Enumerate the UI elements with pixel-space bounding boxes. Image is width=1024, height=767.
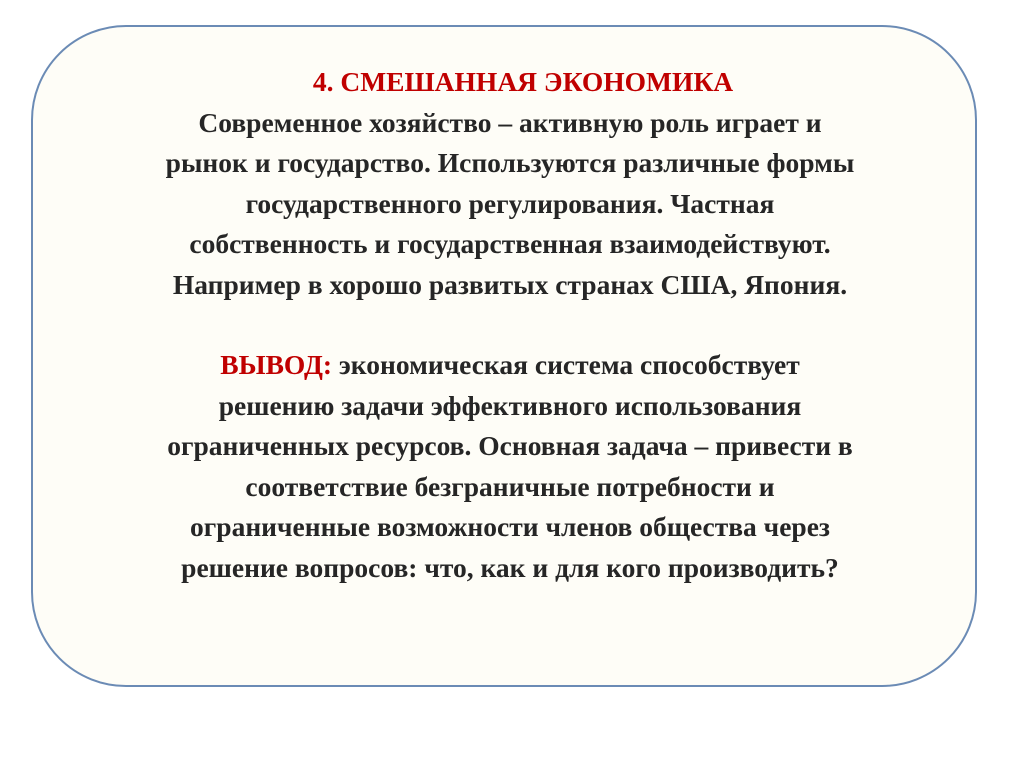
description-line: Например в хорошо развитых странах США, Япония.	[172, 268, 848, 300]
conclusion-line: решение вопросов: что, как и для кого производить?	[181, 551, 839, 583]
description-line: Современное хозяйство – активную роль играет и	[198, 106, 822, 138]
conclusion-label: ВЫВОД:	[220, 349, 333, 380]
slide-content	[60, 62, 960, 588]
description-paragraph	[60, 103, 960, 306]
paragraph-spacer	[60, 305, 960, 345]
conclusion-paragraph	[60, 345, 960, 588]
slide-title: 4. СМЕШАННАЯ ЭКОНОМИКА	[312, 66, 734, 97]
description-line: рынок и государство. Используются различные формы	[165, 147, 855, 178]
conclusion-line: соответствие безграничные потребности и	[245, 470, 775, 502]
conclusion-first-line	[60, 345, 960, 386]
conclusion-first-line-text: экономическая система способствует	[332, 349, 800, 380]
conclusion-line: ограниченных ресурсов. Основная задача – привести в	[167, 430, 853, 461]
description-line: государственного регулирования. Частная	[245, 187, 775, 219]
conclusion-line: решению задачи эффективного использования	[218, 389, 802, 421]
conclusion-line: ограниченные возможности членов общества через	[190, 511, 830, 542]
description-line: собственность и государственная взаимодействуют.	[189, 228, 831, 259]
